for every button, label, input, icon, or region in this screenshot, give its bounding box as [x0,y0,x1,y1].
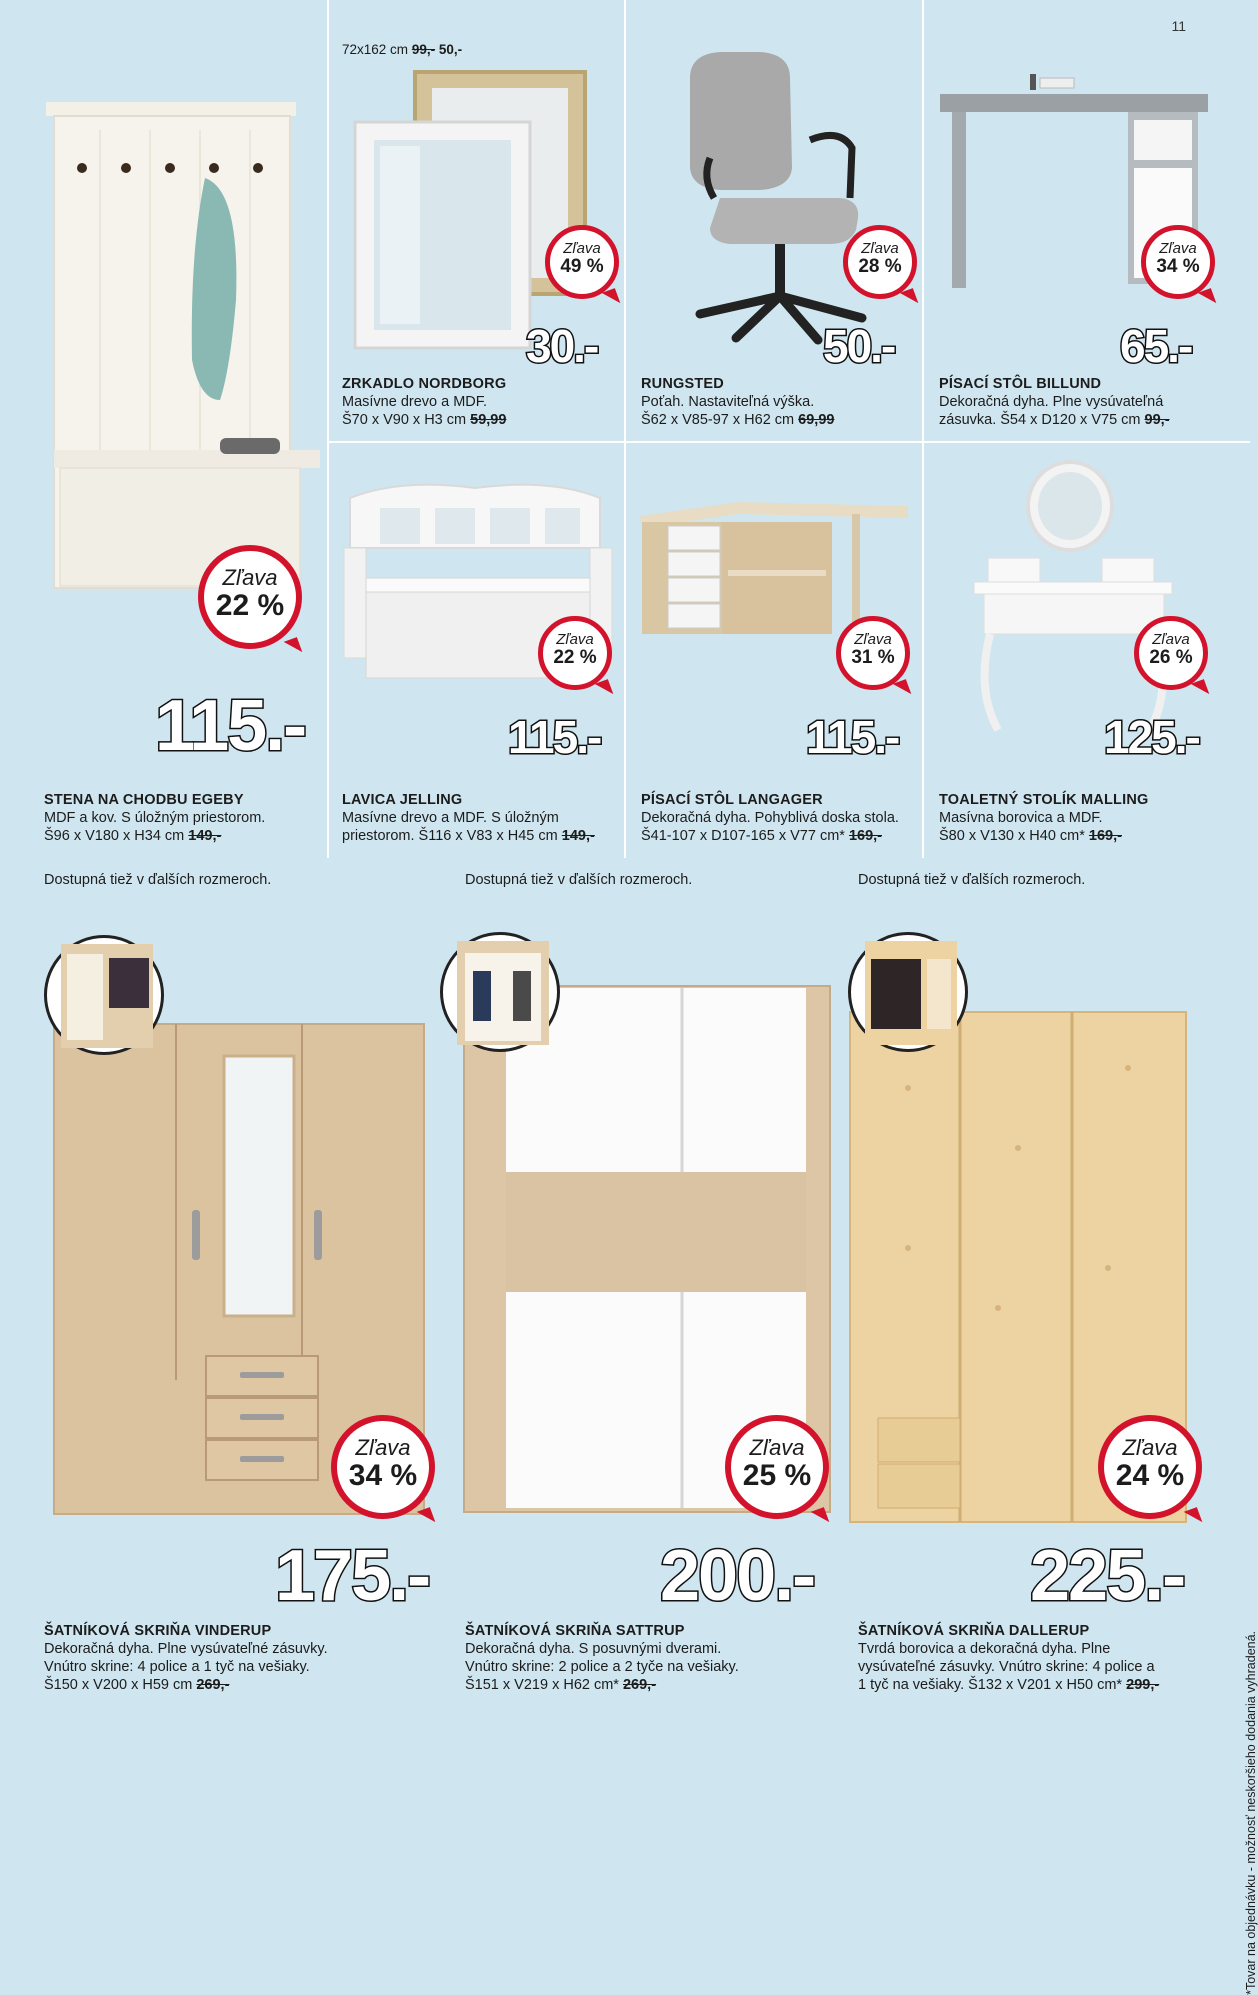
discount-badge: Zľava 34 % [331,1415,435,1519]
page-number: 11 [1171,18,1186,34]
product-name: ŠATNÍKOVÁ SKRIŇA DALLERUP [858,1623,1090,1639]
desc-line: Š62 x V85-97 x H62 cm 69,99 [641,412,835,428]
product-description [858,1622,1159,1694]
desc-line: zásuvka. Š54 x D120 x V75 cm 99,- [939,412,1170,428]
desc-line: Š80 x V130 x H40 cm* 169,- [939,828,1122,844]
product-name: TOALETNÝ STOLÍK MALLING [939,792,1149,808]
product-description [44,791,265,845]
desc-line: Masívne drevo a MDF. [342,394,488,410]
price: 30.- [526,320,598,372]
desc-line: Dekoračná dyha. Plne vysúvateľná [939,394,1164,410]
dressing-table-image [970,460,1210,740]
desc-line: Dekoračná dyha. S posuvnými dverami. [465,1641,722,1657]
divider [327,0,329,858]
divider [624,0,626,858]
price: 175.- [275,1536,430,1616]
divider [922,0,924,858]
chair-image [680,48,870,348]
desc-line: Š150 x V200 x H59 cm 269,- [44,1677,230,1693]
price: 50.- [823,320,895,372]
discount-badge: Zľava 34 % [1141,225,1215,299]
availability-note: Dostupná tiež v ďalších rozmeroch. [44,872,272,888]
hall-wall-image [40,100,315,600]
desc-line: Š96 x V180 x H34 cm 149,- [44,828,222,844]
product-name: STENA NA CHODBU EGEBY [44,792,244,808]
mirror-image [350,70,590,350]
price: 115.- [806,711,899,763]
product-name: ZRKADLO NORDBORG [342,376,507,392]
discount-badge: Zľava 28 % [843,225,917,299]
interior-preview [848,932,968,1052]
availability-note: Dostupná tiež v ďalších rozmeroch. [858,872,1086,888]
discount-badge: Zľava 24 % [1098,1415,1202,1519]
interior-preview [44,935,164,1055]
discount-badge: Zľava 49 % [545,225,619,299]
desc-line: Tvrdá borovica a dekoračná dyha. Plne [858,1641,1111,1657]
product-description [939,375,1170,429]
desc-line: MDF a kov. S úložným priestorom. [44,810,266,826]
discount-badge: Zľava 22 % [198,545,302,649]
product-description [44,1622,328,1694]
product-description [641,375,834,429]
product-name: PÍSACÍ STÔL BILLUND [939,376,1102,392]
desc-line: vysúvateľné zásuvky. Vnútro skrine: 4 police a [858,1659,1155,1675]
discount-badge: Zľava 25 % [725,1415,829,1519]
desc-line: Š70 x V90 x H3 cm 59,99 [342,412,507,428]
price: 115.- [155,686,306,766]
mirror-size-note: 72x162 cm 99,- 50,- [342,42,463,57]
price: 65.- [1120,320,1192,372]
price: 225.- [1030,1536,1185,1616]
discount-badge: Zľava 26 % [1134,616,1208,690]
product-description [939,791,1148,845]
product-name: ŠATNÍKOVÁ SKRIŇA VINDERUP [44,1623,272,1639]
desc-line: Dekoračná dyha. Plne vysúvateľné zásuvky. [44,1641,328,1657]
desc-line: Vnútro skrine: 4 police a 1 tyč na vešiaky. [44,1659,310,1675]
product-description [465,1622,739,1694]
order-side-note: *Tovar na objednávku - možnosť neskoršieho dodania vyhradená. [1244,1631,1258,1995]
desc-line: Poťah. Nastaviteľná výška. [641,394,815,410]
interior-preview [440,932,560,1052]
desc-line: Š41-107 x D107-165 x V77 cm* 169,- [641,828,883,844]
price: 125.- [1104,711,1199,763]
divider [327,441,1250,443]
availability-note: Dostupná tiež v ďalších rozmeroch. [465,872,693,888]
discount-badge: Zľava 31 % [836,616,910,690]
desc-line: 1 tyč na vešiaky. Š132 x V201 x H50 cm* 299,- [858,1677,1160,1693]
product-name: ŠATNÍKOVÁ SKRIŇA SATTRUP [465,1623,685,1639]
price: 200.- [660,1536,815,1616]
discount-badge: Zľava 22 % [538,616,612,690]
product-name: RUNGSTED [641,376,724,392]
desc-line: Dekoračná dyha. Pohyblivá doska stola. [641,810,899,826]
desc-line: priestorom. Š116 x V83 x H45 cm 149,- [342,828,595,844]
product-name: PÍSACÍ STÔL LANGAGER [641,792,823,808]
price: 115.- [508,711,601,763]
product-description [342,791,595,845]
desc-line: Masívna borovica a MDF. [939,810,1103,826]
product-name: LAVICA JELLING [342,792,463,808]
product-description [342,375,506,429]
desc-line: Masívne drevo a MDF. S úložným [342,810,559,826]
desc-line: Š151 x V219 x H62 cm* 269,- [465,1677,657,1693]
desc-line: Vnútro skrine: 2 police a 2 tyče na vešiaky. [465,1659,739,1675]
product-description [641,791,899,845]
